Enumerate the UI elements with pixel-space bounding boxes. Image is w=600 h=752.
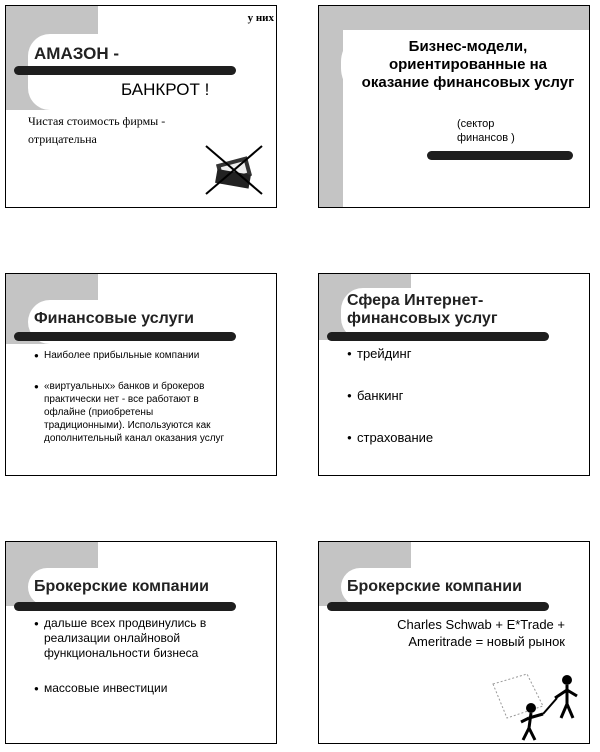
bullet-text: практически нет - все работают в (44, 394, 199, 405)
bullet-text: традиционными). Используются как (44, 420, 211, 431)
slide-4-bullet-2 (347, 388, 577, 404)
bullet-text: ● трейдинг (357, 346, 412, 361)
slide-3-title: Финансовые услуги (34, 310, 194, 327)
slide-3-bullet-list (34, 349, 274, 445)
slide-5 (5, 541, 277, 744)
slide-2-title-line-2: ориентированные на (388, 56, 548, 73)
slide-6-body-line-1: Charles Schwab + E*Trade + (397, 617, 565, 632)
slide-2-title-line-3: оказание финансовых услуг (361, 74, 575, 91)
slide-2 (318, 5, 590, 208)
people-clipart-icon (487, 666, 583, 742)
slide-5-bullet-2 (34, 681, 270, 696)
bullet-text: ● дальше всех продвинулись в (44, 616, 207, 630)
bullet-text: ● Наиболее прибыльные компании (44, 350, 200, 361)
slide-4-title-line-2: финансовых услуг (347, 310, 498, 327)
slide-5-bullet-list (34, 616, 270, 696)
bullet-text: ● «виртуальных» банков и брокеров (44, 381, 205, 392)
slide-3-bullet-1 (34, 349, 274, 362)
slide-2-accent-top (319, 6, 589, 30)
slide-4-title (347, 292, 498, 328)
slide-2-divider (427, 151, 573, 160)
slide-6-body-line-2: Ameritrade = новый рынок (408, 634, 565, 649)
bullet-text: функциональности бизнеса (44, 646, 199, 660)
bullet-text: ● массовые инвестиции (44, 681, 168, 695)
slide-1-subtitle: БАНКРОТ ! (121, 80, 210, 99)
slide-4-bullet-list (347, 346, 577, 446)
slide-6-body (329, 616, 565, 650)
slide-1-body-line-2: отрицательна (28, 132, 97, 146)
bullet-text: ● страхование (357, 430, 434, 445)
slide-4-title-line-1: Сфера Интернет- (347, 292, 484, 309)
slide-4-bullet-3 (347, 430, 577, 446)
slide-4-bullet-1 (347, 346, 577, 362)
slide-3-bullet-2 (34, 380, 274, 445)
slide-2-note (457, 117, 515, 145)
bullet-text: реализации онлайновой (44, 631, 181, 645)
slide-6-title: Брокерские компании (347, 578, 522, 595)
slide-4 (318, 273, 590, 476)
bullet-text: дополнительный канал оказания услуг (44, 433, 225, 444)
slide-2-title-line-1: Бизнес-модели, (408, 38, 528, 55)
bullet-text: ● банкинг (357, 388, 404, 403)
crossed-money-icon (202, 142, 266, 198)
slide-5-bullet-1 (34, 616, 270, 661)
slide-4-divider (327, 332, 549, 341)
slide-3 (5, 273, 277, 476)
bullet-text: офлайне (приобретены (44, 407, 154, 418)
slide-2-note-line-2: финансов ) (457, 132, 515, 144)
slide-5-divider (14, 602, 236, 611)
slide-1-divider (14, 66, 236, 75)
slide-3-divider (14, 332, 236, 341)
slide-2-note-line-1: (сектор (457, 118, 495, 130)
slide-1-corner-label: у них (247, 12, 274, 24)
slide-6 (318, 541, 590, 744)
slide-5-title: Брокерские компании (34, 578, 209, 595)
slide-1 (5, 5, 277, 208)
slide-6-divider (327, 602, 549, 611)
slide-1-body-line-1: Чистая стоимость фирмы - (28, 114, 166, 128)
slide-2-accent-band (319, 6, 343, 207)
slide-1-title: АМАЗОН - (34, 44, 120, 63)
slide-2-title (343, 38, 590, 92)
